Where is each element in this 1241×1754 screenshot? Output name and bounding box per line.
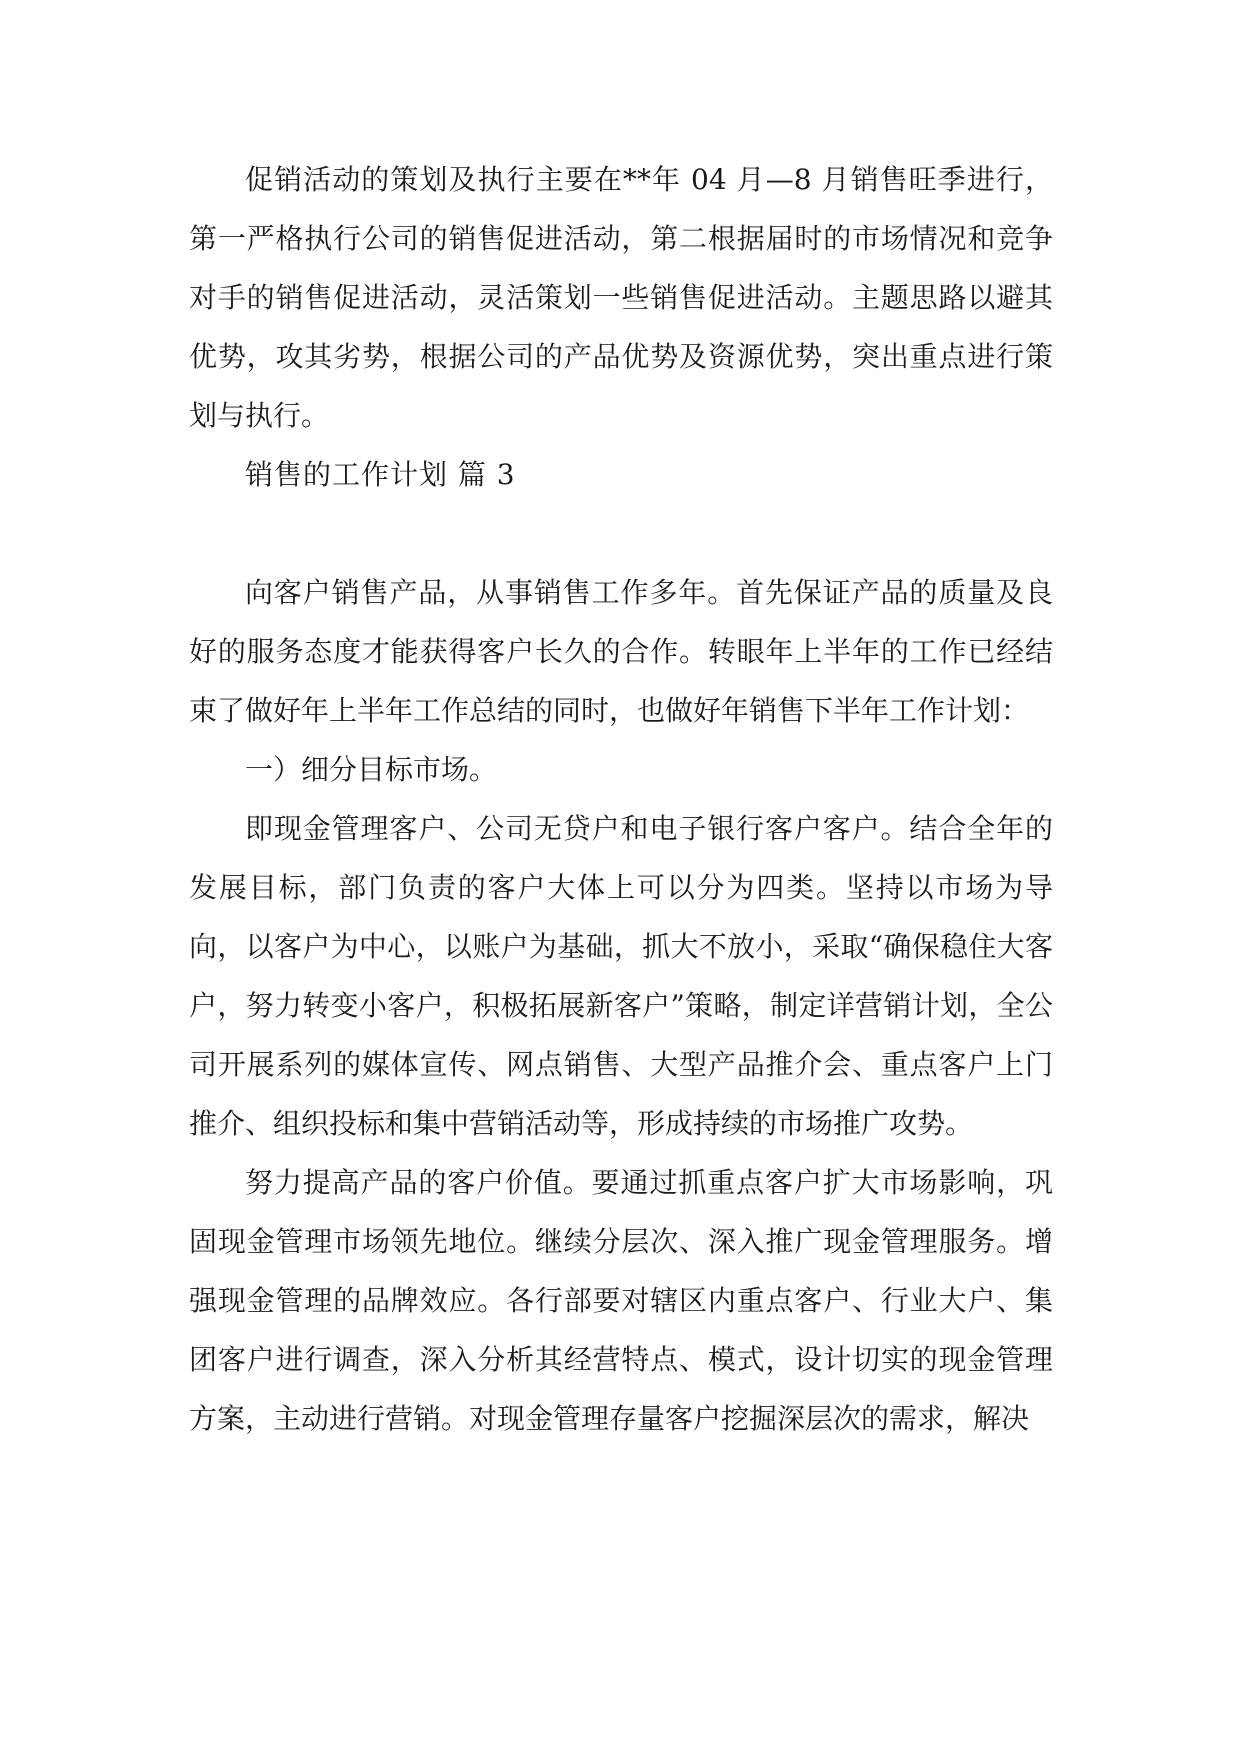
paragraph-customer-value: 努力提高产品的客户价值。要通过抓重点客户扩大市场影响，巩固现金管理市场领先地位。继续分层次、深入推广现金管理服务。增强现金管理的品牌效应。各行部要对辖区内重点客户、行业大户、集团客户进行调查，深入分析其经营特点、模式，设计切实的现金管理方案，主动进行营销。对现金管理存量客户挖掘深层次的需求，解决: [189, 1166, 1053, 1435]
paragraph-promotion-plan: 促销活动的策划及执行主要在**年 04 月—8 月销售旺季进行，第一严格执行公司的销售促进活动，第二根据届时的市场情况和竞争对手的销售促进活动，灵活策划一些销售促进活动。主题思路以避其优势，攻其劣势，根据公司的产品优势及资源优势，突出重点进行策划与执行。: [189, 163, 1053, 432]
paragraph-intro: 向客户销售产品，从事销售工作多年。首先保证产品的质量及良好的服务态度才能获得客户长久的合作。转眼年上半年的工作已经结束了做好年上半年工作总结的同时，也做好年销售下半年工作计划：: [189, 576, 1053, 727]
section-heading: 销售的工作计划 篇 3: [245, 458, 516, 491]
paragraph-subheading: 一）细分目标市场。: [245, 753, 498, 786]
blank-line: [189, 504, 1053, 563]
document-body: [189, 150, 1053, 1448]
paragraph-target-market: 即现金管理客户、公司无贷户和电子银行客户客户。结合全年的发展目标，部门负责的客户大体上可以分为四类。坚持以市场为导向，以客户为中心，以账户为基础，抓大不放小，采取“确保稳住大客户，努力转变小客户，积极拓展新客户”策略，制定详营销计划，全公司开展系列的媒体宣传、网点销售、大型产品推介会、重点客户上门推介、组织投标和集中营销活动等，形成持续的市场推广攻势。: [189, 812, 1053, 1140]
